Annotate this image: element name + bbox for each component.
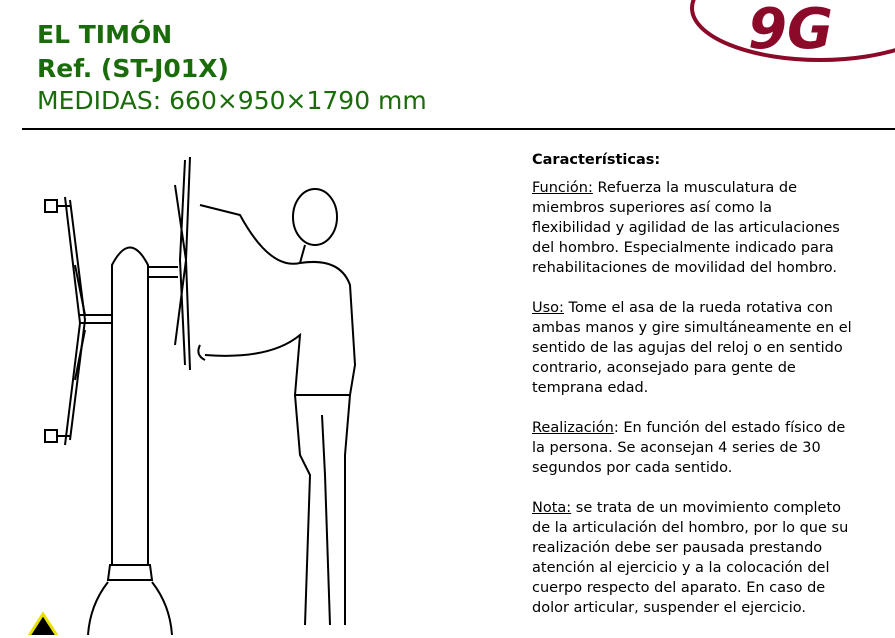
text-line: Tome el asa de la rueda rotativa con: [563, 300, 833, 316]
product-ref: Ref. (ST-J01X): [37, 54, 229, 83]
text-line: temprana edad.: [532, 380, 649, 396]
product-measures: MEDIDAS: 660×950×1790 mm: [37, 86, 427, 115]
characteristics-heading: Características:: [532, 152, 661, 168]
equipment-illustration: [0, 145, 500, 635]
text-line: se trata de un movimiento completo: [571, 500, 842, 516]
paragraph-funcion: [532, 178, 892, 278]
text-line: de la articulación del hombro, por lo que su: [532, 520, 849, 536]
text-line: cuerpo respecto del aparato. En caso de: [532, 580, 826, 596]
text-line: miembros superiores así como la: [532, 200, 772, 216]
label: Realización: [532, 420, 614, 436]
text-line: contrario, aconsejado para gente de: [532, 360, 796, 376]
text-line: ambas manos y gire simultáneamente en el: [532, 320, 852, 336]
text-line: la persona. Se aconsejan 4 series de 30: [532, 440, 821, 456]
paragraph-uso: [532, 298, 892, 398]
text-line: atención al ejercicio y a la colocación del: [532, 560, 830, 576]
product-title: EL TIMÓN: [37, 20, 173, 49]
text-line: flexibilidad y agilidad de las articulaciones: [532, 220, 840, 236]
text-line: dolor articular, suspender el ejercicio.: [532, 600, 806, 616]
text-line: rehabilitaciones de movilidad del hombro.: [532, 260, 837, 276]
label: Uso:: [532, 300, 564, 316]
text-line: del hombro. Especialmente indicado para: [532, 240, 834, 256]
text-line: realización debe ser pausada prestando: [532, 540, 823, 556]
company-logo: [690, 0, 895, 62]
characteristics-section: [532, 150, 892, 638]
text-line: : En función del estado físico de: [613, 420, 846, 436]
label: Nota:: [532, 500, 572, 516]
paragraph-nota: [532, 498, 892, 618]
warning-triangle-icon: [25, 612, 65, 635]
text-line: Refuerza la musculatura de: [592, 180, 798, 196]
label: Función:: [532, 180, 593, 196]
paragraph-realizacion: [532, 418, 892, 478]
header-divider: [22, 128, 895, 130]
text-line: sentido de las agujas del reloj o en sentido: [532, 340, 843, 356]
svg-text:9G: 9G: [748, 0, 833, 62]
text-line: segundos por cada sentido.: [532, 460, 733, 476]
